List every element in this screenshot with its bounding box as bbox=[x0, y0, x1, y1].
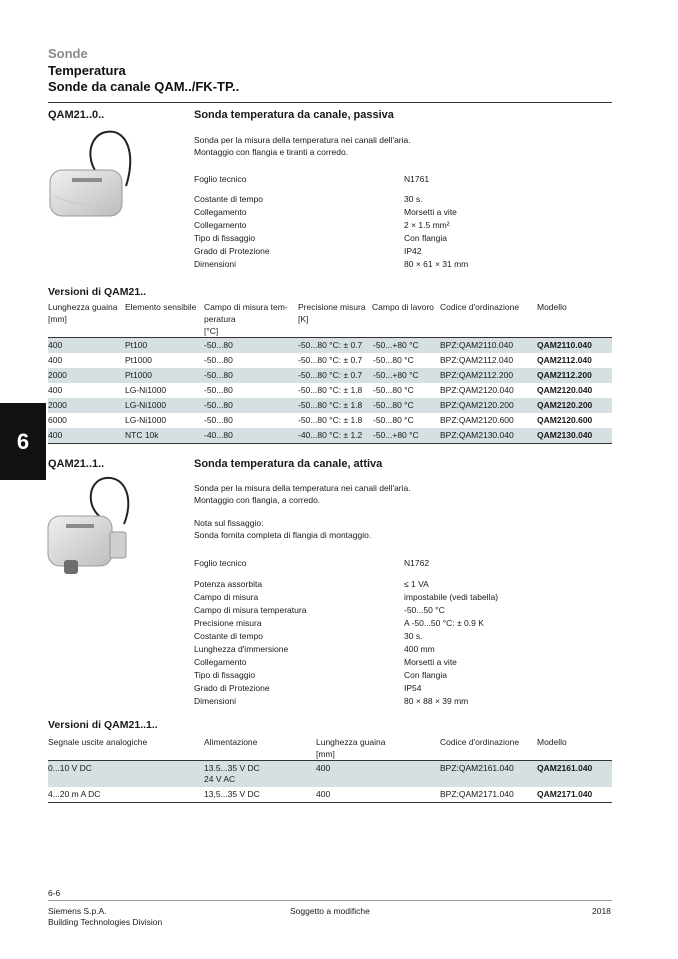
cell: -50...+80 °C bbox=[373, 340, 419, 350]
cell: 0...10 V DC bbox=[48, 763, 92, 773]
active-datasheet-value: N1762 bbox=[404, 558, 430, 568]
col-header-model: Modello bbox=[537, 302, 567, 312]
spec-value: IP54 bbox=[404, 683, 422, 693]
cell: -50...80 °C: ± 1.8 bbox=[298, 415, 363, 425]
passive-versions-title: Versioni di QAM21.. bbox=[48, 286, 147, 298]
spec-value: Morsetti a vite bbox=[404, 657, 457, 667]
active-versions-title: Versioni di QAM21..1.. bbox=[48, 719, 158, 731]
col-header-text: peratura bbox=[204, 314, 236, 324]
cell: BPZ:QAM2171.040 bbox=[440, 789, 514, 799]
cell: -50...80 °C bbox=[373, 400, 414, 410]
cell: -50...80 °C bbox=[373, 385, 414, 395]
table-row bbox=[48, 338, 612, 353]
col-header-length bbox=[48, 301, 117, 325]
table-row bbox=[48, 761, 612, 787]
cell: -50...80 bbox=[204, 340, 233, 350]
table-row bbox=[48, 428, 612, 443]
cell: LG-Ni1000 bbox=[125, 385, 167, 395]
col-header-length bbox=[316, 736, 385, 760]
cell: 2000 bbox=[48, 400, 67, 410]
page-title: Temperatura bbox=[48, 63, 126, 78]
header-divider bbox=[48, 102, 612, 103]
active-title: Sonda temperatura da canale, attiva bbox=[194, 458, 383, 470]
section-category: Sonde bbox=[48, 46, 88, 61]
spec-value: -50...50 °C bbox=[404, 605, 445, 615]
cell: BPZ:QAM2161.040 bbox=[440, 763, 514, 773]
footer-divider bbox=[48, 900, 612, 901]
cell: Pt100 bbox=[125, 340, 148, 350]
spec-label: Grado di Protezione bbox=[194, 683, 270, 693]
cell: BPZ:QAM2130.040 bbox=[440, 430, 514, 440]
passive-desc-line: Sonda per la misura della temperatura nei canali dell'aria. bbox=[194, 135, 411, 145]
col-header-text: [mm] bbox=[48, 314, 67, 324]
footer-division: Building Technologies Division bbox=[48, 917, 163, 927]
spec-label: Campo di misura temperatura bbox=[194, 605, 307, 615]
cell: -50...80 bbox=[204, 355, 233, 365]
col-header-text: Lunghezza guaina bbox=[48, 302, 118, 312]
cell: Pt1000 bbox=[125, 370, 152, 380]
cell: 4...20 m A DC bbox=[48, 789, 101, 799]
passive-sensor-image bbox=[44, 126, 136, 226]
col-header-signal: Segnale uscite analogiche bbox=[48, 737, 148, 747]
cell: -50...80 °C: ± 1.8 bbox=[298, 385, 363, 395]
active-code: QAM21..1.. bbox=[48, 458, 105, 470]
col-header-element: Elemento sensibile bbox=[125, 302, 197, 312]
cell: BPZ:QAM2112.040 bbox=[440, 355, 514, 365]
active-sensor-image bbox=[44, 474, 136, 580]
spec-value: 400 mm bbox=[404, 644, 435, 654]
cell: BPZ:QAM2112.200 bbox=[440, 370, 514, 380]
col-header-order: Codice d'ordinazione bbox=[440, 302, 520, 312]
cell: 400 bbox=[48, 355, 63, 365]
cell-model: QAM2130.040 bbox=[537, 430, 593, 440]
table-row bbox=[48, 787, 612, 802]
cell: BPZ:QAM2120.040 bbox=[440, 385, 514, 395]
col-header-order: Codice d'ordinazione bbox=[440, 737, 520, 747]
cell: 400 bbox=[48, 430, 63, 440]
cell: -50...80 bbox=[204, 370, 233, 380]
cell: -50...80 °C: ± 1.8 bbox=[298, 400, 363, 410]
passive-code: QAM21..0.. bbox=[48, 109, 105, 121]
cell: 13.5...35 V DC bbox=[204, 763, 260, 773]
cell: -50...80 bbox=[204, 415, 233, 425]
spec-value: 30 s. bbox=[404, 194, 423, 204]
spec-label: Tipo di fissaggio bbox=[194, 670, 256, 680]
col-header-supply: Alimentazione bbox=[204, 737, 258, 747]
footer-company-name: Siemens S.p.A. bbox=[48, 906, 107, 916]
cell-model: QAM2171.040 bbox=[537, 789, 593, 799]
spec-value: 30 s. bbox=[404, 631, 423, 641]
cell: 400 bbox=[48, 340, 63, 350]
cell: 24 V AC bbox=[204, 774, 236, 784]
table-row bbox=[48, 383, 612, 398]
cell: BPZ:QAM2110.040 bbox=[440, 340, 514, 350]
spec-label: Dimensioni bbox=[194, 259, 237, 269]
spec-label: Campo di misura bbox=[194, 592, 259, 602]
spec-value: Morsetti a vite bbox=[404, 207, 457, 217]
passive-desc-line: Montaggio con flangia e tiranti a corredo. bbox=[194, 147, 349, 157]
spec-label: Grado di Protezione bbox=[194, 246, 270, 256]
spec-value: 80 × 61 × 31 mm bbox=[404, 259, 469, 269]
spec-value: ≤ 1 VA bbox=[404, 579, 429, 589]
cell-model: QAM2112.200 bbox=[537, 370, 592, 380]
cell-model: QAM2161.040 bbox=[537, 763, 593, 773]
cell: BPZ:QAM2120.200 bbox=[440, 400, 514, 410]
cell: -50...80 bbox=[204, 385, 233, 395]
spec-value: 80 × 88 × 39 mm bbox=[404, 696, 469, 706]
cell: 400 bbox=[48, 385, 63, 395]
active-desc-line: Sonda per la misura della temperatura nei canali dell'aria. bbox=[194, 483, 411, 493]
spec-value: Con flangia bbox=[404, 670, 448, 680]
active-note-line: Sonda fornita completa di flangia di montaggio. bbox=[194, 530, 372, 540]
cell: -50...80 °C bbox=[373, 355, 414, 365]
cell: Pt1000 bbox=[125, 355, 152, 365]
spec-label: Costante di tempo bbox=[194, 194, 263, 204]
cell: -50...80 °C: ± 0.7 bbox=[298, 355, 363, 365]
col-header-text: Lunghezza guaina bbox=[316, 737, 386, 747]
footer-note: Soggetto a modifiche bbox=[290, 906, 370, 916]
active-desc-line: Montaggio con flangia, a corredo. bbox=[194, 495, 321, 505]
passive-datasheet-label: Foglio tecnico bbox=[194, 174, 247, 184]
cell: -50...+80 °C bbox=[373, 430, 419, 440]
spec-value: impostabile (vedi tabella) bbox=[404, 592, 499, 602]
cell: -40...80 bbox=[204, 430, 233, 440]
cell: -50...80 °C bbox=[373, 415, 414, 425]
spec-value: Con flangia bbox=[404, 233, 448, 243]
spec-label: Precisione misura bbox=[194, 618, 262, 628]
spec-label: Tipo di fissaggio bbox=[194, 233, 256, 243]
cell: 2000 bbox=[48, 370, 67, 380]
spec-value: A -50...50 °C: ± 0.9 K bbox=[404, 618, 484, 628]
col-header-model: Modello bbox=[537, 737, 567, 747]
table-row bbox=[48, 368, 612, 383]
cell: 400 bbox=[316, 789, 331, 799]
spec-label: Collegamento bbox=[194, 657, 247, 667]
spec-label: Dimensioni bbox=[194, 696, 237, 706]
col-header-accuracy bbox=[298, 301, 366, 325]
col-header-text: [mm] bbox=[316, 749, 335, 759]
spec-label: Lunghezza d'immersione bbox=[194, 644, 289, 654]
cell: LG-Ni1000 bbox=[125, 400, 167, 410]
cell: NTC 10k bbox=[125, 430, 159, 440]
footer-year: 2018 bbox=[592, 906, 611, 916]
cell: -40...80 °C: ± 1.2 bbox=[298, 430, 363, 440]
col-header-text: [K] bbox=[298, 314, 309, 324]
active-note bbox=[194, 517, 371, 541]
col-header-range bbox=[204, 301, 288, 337]
spec-label: Collegamento bbox=[194, 207, 247, 217]
cell: -50...+80 °C bbox=[373, 370, 419, 380]
cell: 400 bbox=[316, 763, 331, 773]
table-row bbox=[48, 398, 612, 413]
cell: 6000 bbox=[48, 415, 67, 425]
col-header-text: [°C] bbox=[204, 326, 219, 336]
cell: -50...80 bbox=[204, 400, 233, 410]
col-header-text: Precisione misura bbox=[298, 302, 366, 312]
cell-model: QAM2120.200 bbox=[537, 400, 593, 410]
table-row bbox=[48, 353, 612, 368]
passive-title: Sonda temperatura da canale, passiva bbox=[194, 109, 394, 121]
spec-label: Potenza assorbita bbox=[194, 579, 263, 589]
cell-model: QAM2120.040 bbox=[537, 385, 593, 395]
cell: BPZ:QAM2120.600 bbox=[440, 415, 514, 425]
cell: 13,5...35 V DC bbox=[204, 789, 260, 799]
spec-label: Costante di tempo bbox=[194, 631, 263, 641]
active-description bbox=[194, 482, 411, 506]
page-number: 6-6 bbox=[48, 888, 61, 898]
active-datasheet-label: Foglio tecnico bbox=[194, 558, 247, 568]
cell: LG-Ni1000 bbox=[125, 415, 167, 425]
active-note-line: Nota sul fissaggio: bbox=[194, 518, 264, 528]
table-divider bbox=[48, 802, 612, 803]
table-divider bbox=[48, 443, 612, 444]
spec-value: 2 × 1.5 mm² bbox=[404, 220, 450, 230]
cell-model: QAM2110.040 bbox=[537, 340, 592, 350]
cell: -50...80 °C: ± 0.7 bbox=[298, 370, 363, 380]
spec-label: Collegamento bbox=[194, 220, 247, 230]
chapter-tab: 6 bbox=[0, 403, 46, 480]
page-subtitle: Sonde da canale QAM../FK-TP.. bbox=[48, 79, 240, 94]
passive-description bbox=[194, 134, 411, 158]
cell-model: QAM2120.600 bbox=[537, 415, 593, 425]
col-header-work: Campo di lavoro bbox=[372, 302, 434, 312]
footer-company bbox=[48, 906, 162, 928]
cell-model: QAM2112.040 bbox=[537, 355, 592, 365]
col-header-text: Campo di misura tem- bbox=[204, 302, 288, 312]
table-row bbox=[48, 413, 612, 428]
spec-value: IP42 bbox=[404, 246, 422, 256]
cell: -50...80 °C: ± 0.7 bbox=[298, 340, 363, 350]
passive-datasheet-value: N1761 bbox=[404, 174, 430, 184]
